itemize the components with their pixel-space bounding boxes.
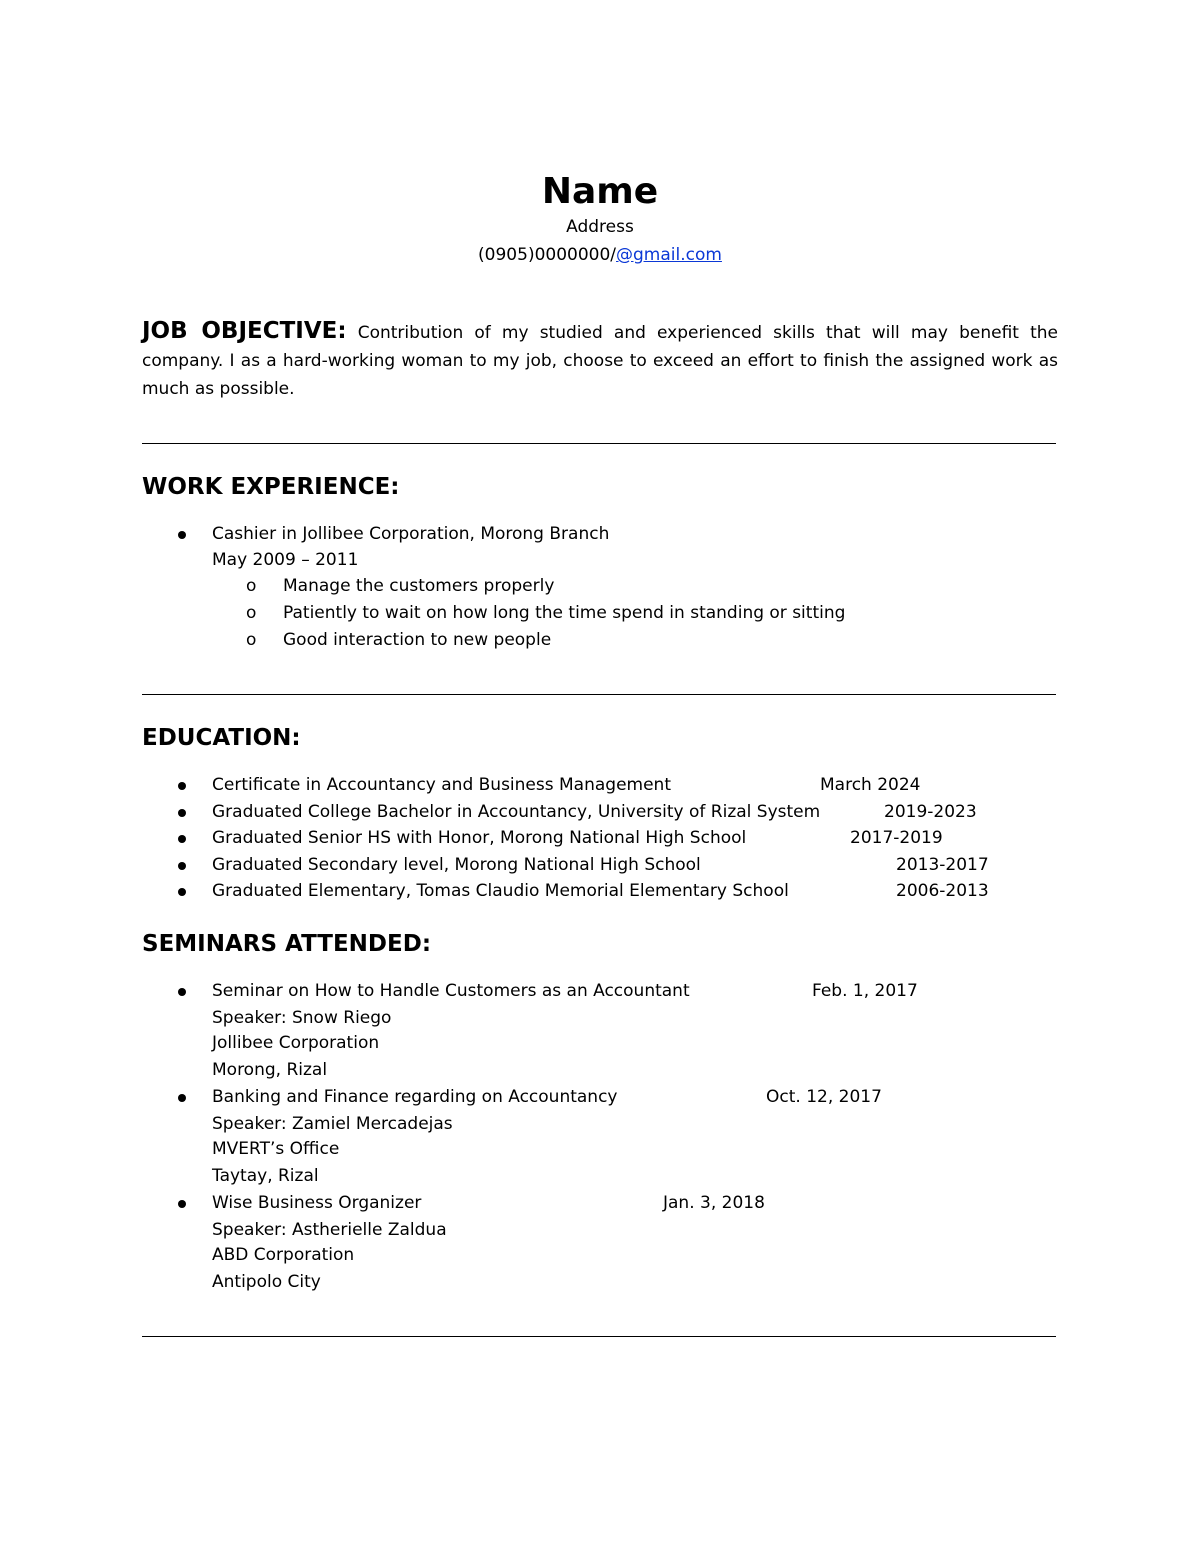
education-date: 2006-2013 xyxy=(896,881,989,901)
divider xyxy=(142,443,1056,444)
bullet-icon xyxy=(178,835,186,843)
education-date: 2017-2019 xyxy=(850,828,943,848)
seminars-heading: SEMINARS ATTENDED: xyxy=(142,931,432,957)
bullet-icon xyxy=(178,888,186,896)
education-title: Graduated Elementary, Tomas Claudio Memorial Elementary School xyxy=(212,881,789,901)
education-date: 2013-2017 xyxy=(896,855,989,875)
seminar-date: Jan. 3, 2018 xyxy=(663,1193,765,1213)
bullet-icon xyxy=(178,862,186,870)
divider xyxy=(142,1336,1056,1337)
sub-bullet-icon: o xyxy=(246,603,257,623)
divider xyxy=(142,694,1056,695)
seminar-organization: ABD Corporation xyxy=(212,1245,355,1265)
seminar-title: Wise Business Organizer xyxy=(212,1193,422,1213)
bullet-icon xyxy=(178,1094,186,1102)
email-link[interactable]: @gmail.com xyxy=(616,245,722,265)
seminar-speaker: Speaker: Snow Riego xyxy=(212,1008,392,1028)
sub-bullet-icon: o xyxy=(246,576,257,596)
candidate-address: Address xyxy=(566,217,634,237)
duty-item: Manage the customers properly xyxy=(283,576,555,596)
seminar-location: Taytay, Rizal xyxy=(212,1166,319,1186)
education-title: Graduated Secondary level, Morong National High School xyxy=(212,855,701,875)
bullet-icon xyxy=(178,809,186,817)
objective-label: JOB OBJECTIVE: xyxy=(142,318,347,344)
seminar-organization: Jollibee Corporation xyxy=(212,1033,380,1053)
phone-number: (0905)0000000/ xyxy=(478,245,617,265)
seminar-location: Morong, Rizal xyxy=(212,1060,328,1080)
bullet-icon xyxy=(178,1200,186,1208)
candidate-name: Name xyxy=(541,171,659,212)
education-title: Graduated College Bachelor in Accountancy, University of Rizal System xyxy=(212,802,821,822)
objective-text: Contribution of my studied and experienced skills that will may benefit the company. I as a hard-working woman to my job, choose to exceed an effort to finish the assigned work as much as possible. xyxy=(142,323,1058,399)
education-date: March 2024 xyxy=(820,775,921,795)
bullet-icon xyxy=(178,782,186,790)
seminar-speaker: Speaker: Astherielle Zaldua xyxy=(212,1220,447,1240)
education-title: Certificate in Accountancy and Business Management xyxy=(212,775,671,795)
seminar-title: Banking and Finance regarding on Accountancy xyxy=(212,1087,618,1107)
seminar-organization: MVERT’s Office xyxy=(212,1139,340,1159)
duty-item: Patiently to wait on how long the time spend in standing or sitting xyxy=(283,603,846,623)
contact-line xyxy=(0,243,1200,267)
education-date: 2019-2023 xyxy=(884,802,977,822)
seminar-location: Antipolo City xyxy=(212,1272,321,1292)
seminar-title: Seminar on How to Handle Customers as an Accountant xyxy=(212,981,690,1001)
bullet-icon xyxy=(178,531,186,539)
work-experience-heading: WORK EXPERIENCE: xyxy=(142,474,400,500)
job-title: Cashier in Jollibee Corporation, Morong Branch xyxy=(212,524,610,544)
seminar-speaker: Speaker: Zamiel Mercadejas xyxy=(212,1114,453,1134)
job-dates: May 2009 – 2011 xyxy=(212,550,359,570)
seminar-date: Feb. 1, 2017 xyxy=(812,981,918,1001)
education-heading: EDUCATION: xyxy=(142,725,301,751)
sub-bullet-icon: o xyxy=(246,630,257,650)
seminar-date: Oct. 12, 2017 xyxy=(766,1087,882,1107)
job-objective xyxy=(142,317,1058,403)
education-title: Graduated Senior HS with Honor, Morong National High School xyxy=(212,828,747,848)
duty-item: Good interaction to new people xyxy=(283,630,552,650)
bullet-icon xyxy=(178,988,186,996)
